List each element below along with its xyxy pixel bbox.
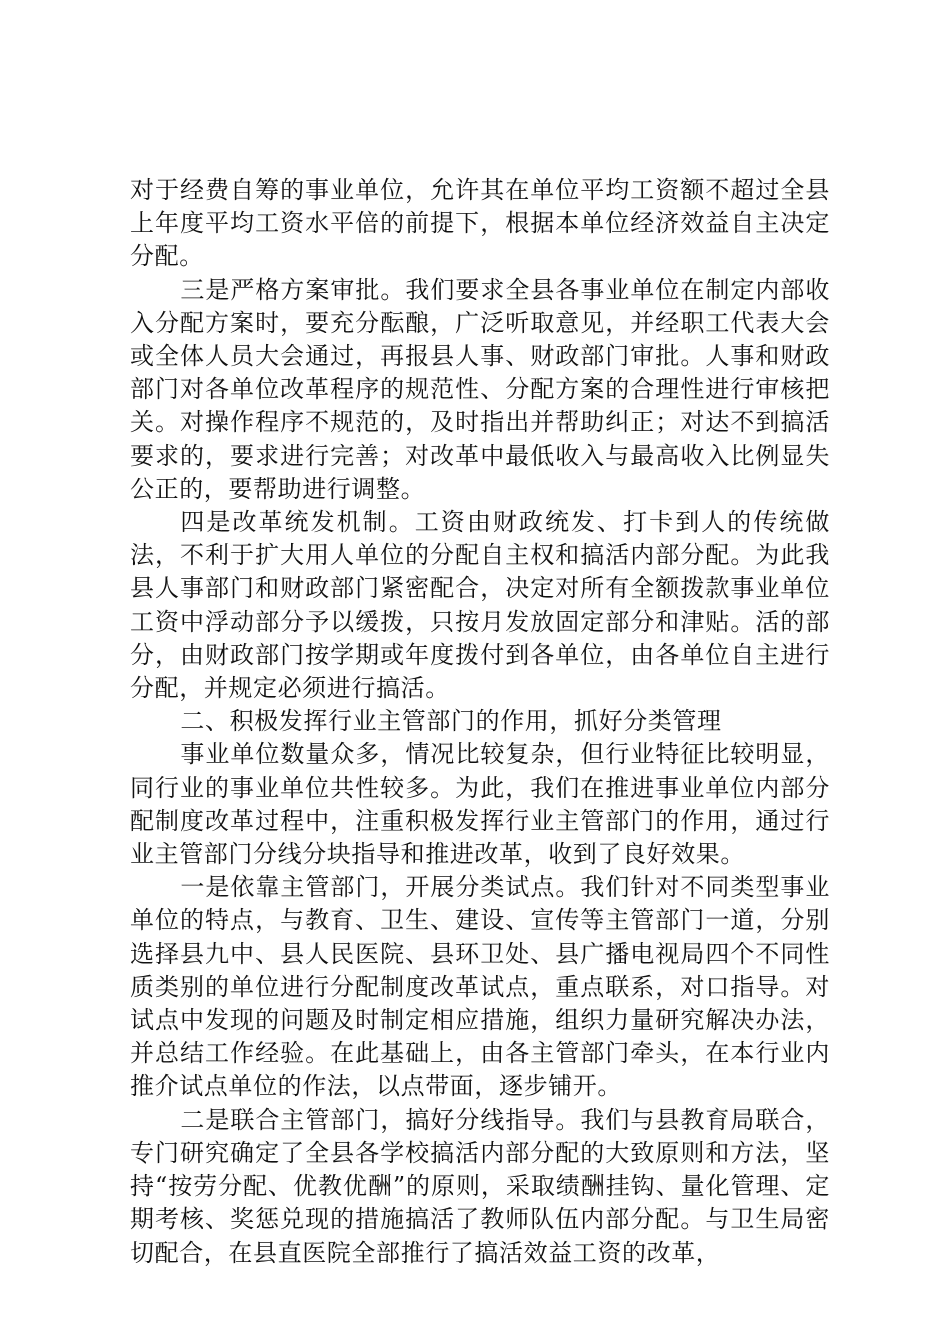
paragraph-1: 对于经费自筹的事业单位，允许其在单位平均工资额不超过全县上年度平均工资水平倍的前提下，根据本单位经济效益自主决定分配。 — [130, 176, 830, 271]
paragraph-6: 二是联合主管部门，搞好分线指导。我们与县教育局联合，专门研究确定了全县各学校搞活内部分配的大致原则和方法，坚持“按劳分配、优教优酬”的原则，采取绩酬挂钩、量化管理、定期考核、奖惩兑现的措施搞活了教师队伍内部分配。与卫生局密切配合，在县直医院全部推行了搞活效益工资的改革， — [130, 1105, 830, 1267]
paragraph-3: 四是改革统发机制。工资由财政统发、打卡到人的传统做法，不利于扩大用人单位的分配自主权和搞活内部分配。为此我县人事部门和财政部门紧密配合，决定对所有全额拨款事业单位工资中浮动部分予以缓拨，只按月发放固定部分和津贴。活的部分，由财政部门按学期或年度拨付到各单位，由各单位自主进行分配，并规定必须进行搞活。 — [130, 508, 830, 703]
paragraph-5: 一是依靠主管部门，开展分类试点。我们针对不同类型事业单位的特点，与教育、卫生、建设、宣传等主管部门一道，分别选择县九中、县人民医院、县环卫处、县广播电视局四个不同性质类别的单位进行分配制度改革试点，重点联系，对口指导。对试点中发现的问题及时制定相应措施，组织力量研究解决办法，并总结工作经验。在此基础上，由各主管部门牵头，在本行业内推介试点单位的作法，以点带面，逐步铺开。 — [130, 873, 830, 1101]
paragraph-2: 三是严格方案审批。我们要求全县各事业单位在制定内部收入分配方案时，要充分酝酿，广泛听取意见，并经职工代表大会或全体人员大会通过，再报县人事、财政部门审批。人事和财政部门对各单位改革程序的规范性、分配方案的合理性进行审核把关。对操作程序不规范的，及时指出并帮助纠正；对达不到搞活要求的，要求进行完善；对改革中最低收入与最高收入比例显失公正的，要帮助进行调整。 — [130, 275, 830, 503]
document-body — [130, 174, 830, 1270]
paragraph-4: 事业单位数量众多，情况比较复杂，但行业特征比较明显，同行业的事业单位共性较多。为此，我们在推进事业单位内部分配制度改革过程中，注重积极发挥行业主管部门的作用，通过行业主管部门分线分块指导和推进改革，收到了良好效果。 — [130, 740, 830, 869]
section-heading: 二、积极发挥行业主管部门的作用，抓好分类管理 — [180, 707, 722, 736]
